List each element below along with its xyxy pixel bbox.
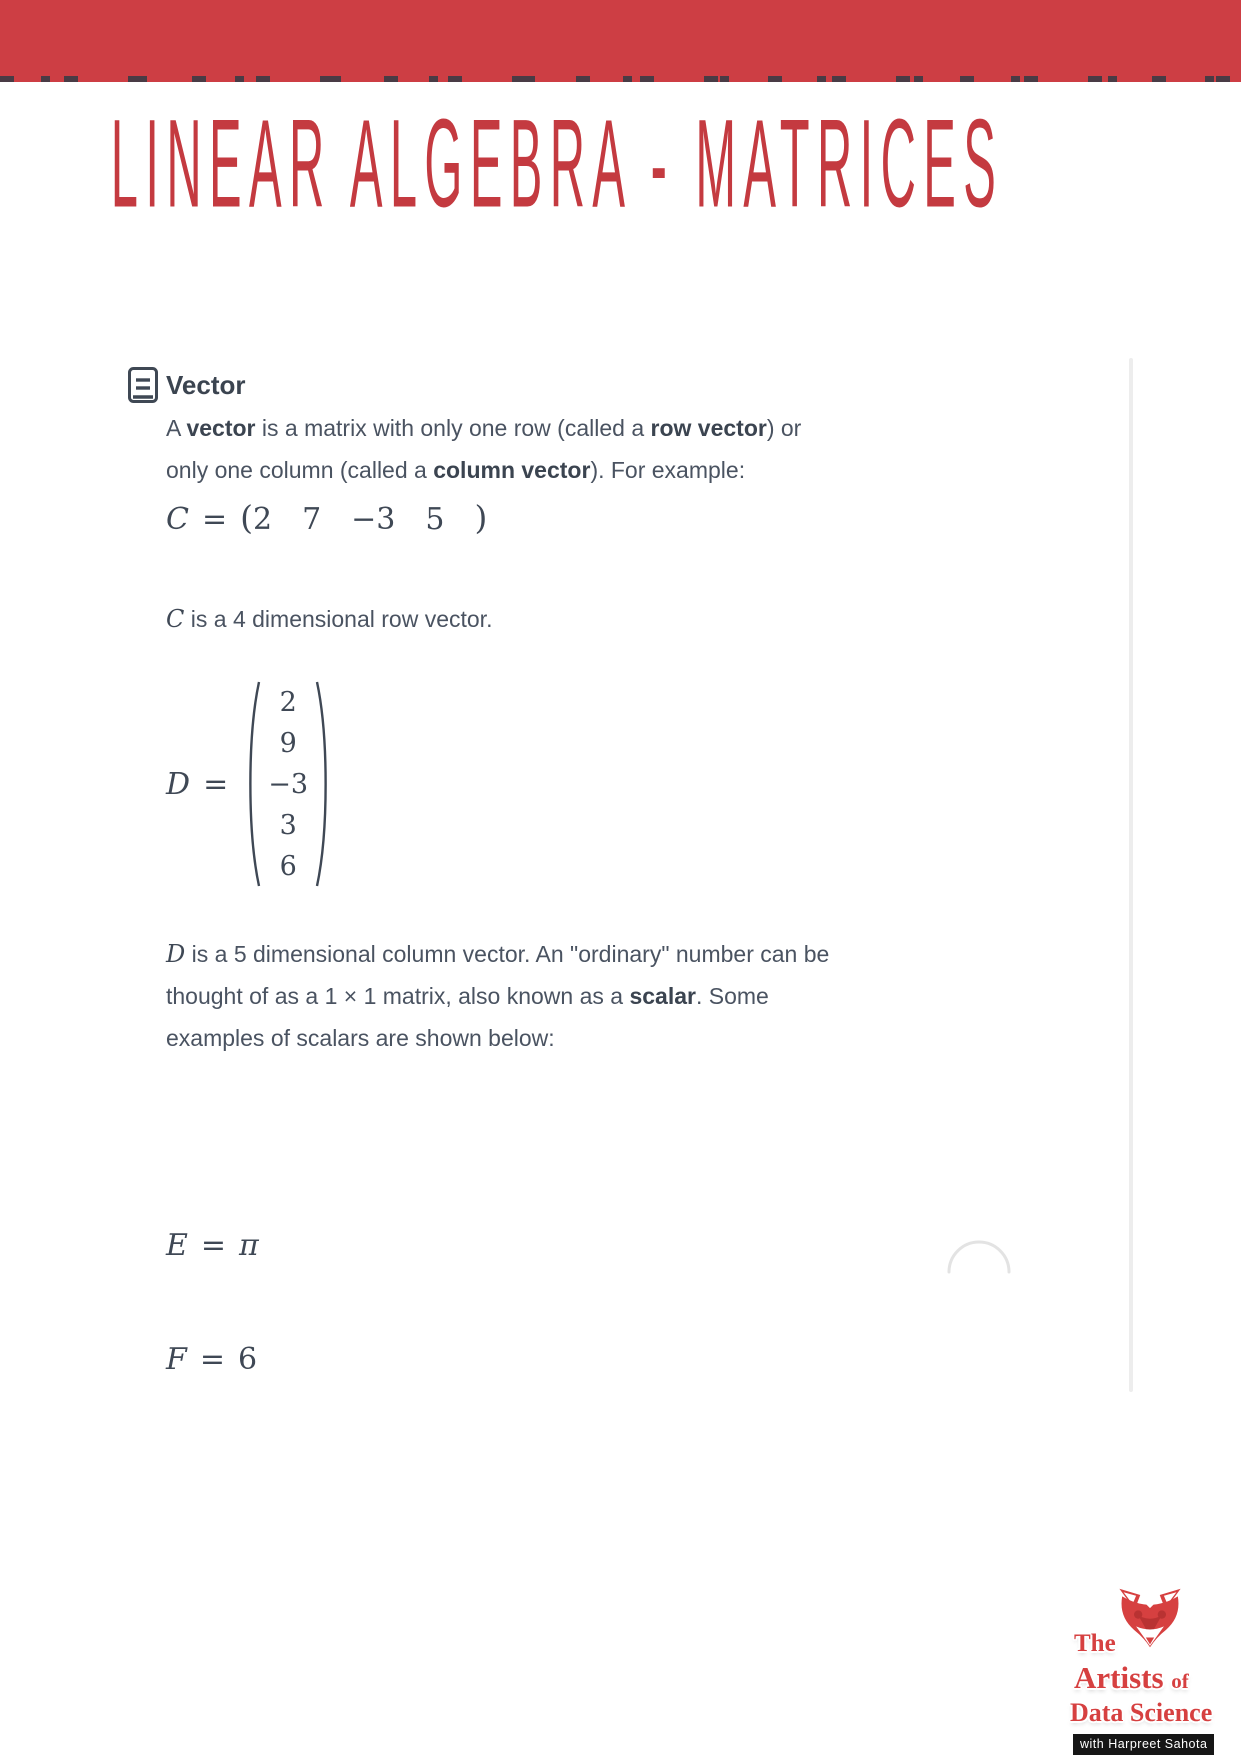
text-line: only one column (called a column vector). For example:	[166, 457, 746, 483]
equation-scalar-f: F = 6	[166, 1342, 258, 1377]
section-heading: Vector	[166, 370, 246, 400]
fox-icon	[1112, 1586, 1188, 1650]
text-line: examples of scalars are shown below:	[166, 1025, 555, 1051]
journal-icon	[128, 367, 158, 403]
right-paren	[315, 678, 332, 890]
sentence-c-description: C is a 4 dimensional row vector.	[166, 605, 493, 633]
page-title-wrap	[0, 68, 1115, 258]
matrix-lhs: D =	[166, 766, 229, 802]
page-title: LINEAR ALGEBRA - MATRICES	[111, 92, 1004, 234]
logo-tagline: with Harpreet Sahota	[1073, 1734, 1214, 1755]
content-divider	[1129, 358, 1133, 1392]
text-line: D is a 5 dimensional column vector. An "ordinary" number can be	[166, 940, 830, 968]
text-line: thought of as a 1 × 1 matrix, also known as a scalar. Some	[166, 983, 769, 1009]
paragraph-vector-definition	[166, 407, 996, 491]
matrix-column: 2 9 −3 3 6	[268, 686, 309, 882]
brand-logo	[1058, 1586, 1241, 1752]
left-paren	[244, 678, 261, 890]
arc-decoration	[946, 1238, 1012, 1274]
text-line: A vector is a matrix with only one row (called a row vector) or	[166, 415, 802, 441]
logo-text-data-science: Data Science	[1070, 1698, 1213, 1727]
paragraph-scalar-definition	[166, 933, 1026, 1059]
logo-text-artists-of: Artists of	[1074, 1660, 1189, 1695]
logo-text-the: The	[1074, 1630, 1116, 1657]
equation-scalar-e: E = π	[166, 1228, 259, 1263]
equation-row-vector-c: C = (2 7 −3 5 )	[166, 498, 488, 537]
equation-column-vector-d	[166, 678, 332, 890]
